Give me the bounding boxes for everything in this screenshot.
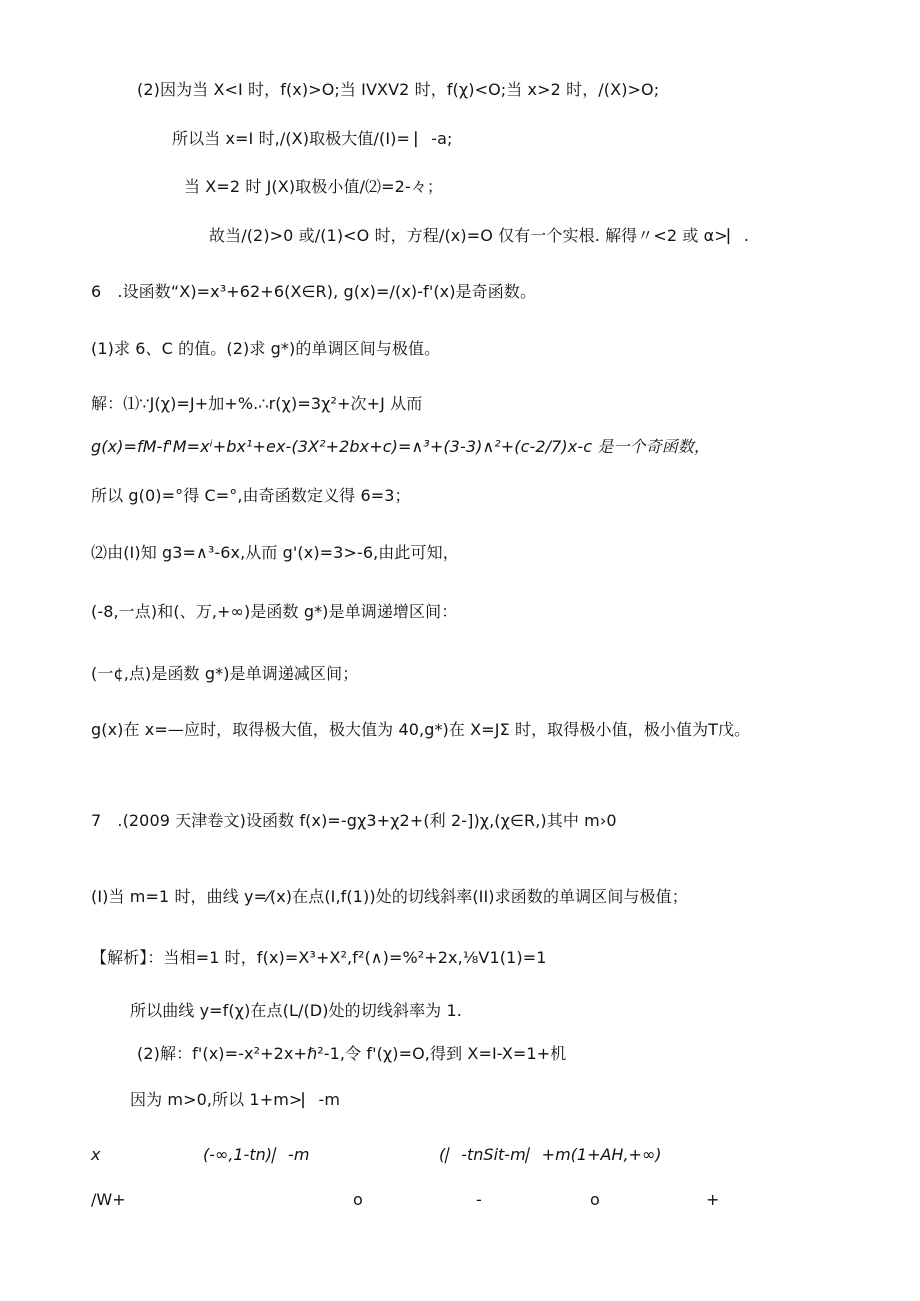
text-line: (一¢,点)是函数 g*)是单调递减区间； bbox=[91, 664, 359, 683]
text-line: 所以 g(0)=°得 C=°,由奇函数定义得 6=3； bbox=[91, 486, 411, 505]
text-line: (2)解：f'(x)=-x²+2x+ℏ²-1,令 f'(χ)=O,得到 X=I-X=1+机 bbox=[137, 1044, 567, 1063]
table-cell: - bbox=[476, 1190, 482, 1209]
text-line: (2)因为当 X<I 时，f(x)>O;当 IVXV2 时，f(χ)<O;当 x>2 时，/(X)>O; bbox=[137, 80, 660, 99]
text-line: 所以曲线 y=f(χ)在点(L/(D)处的切线斜率为 1. bbox=[130, 1001, 462, 1020]
table-cell: /W+ bbox=[91, 1190, 126, 1209]
problem-7-statement: 7 .(2009 天津卷文)设函数 f(x)=-gχ3+χ2+(利 2-])χ,(χ∈R,)其中 m›0 bbox=[91, 811, 617, 830]
table-cell: + bbox=[706, 1190, 720, 1209]
table-cell: o bbox=[590, 1190, 600, 1209]
table-cell: (-∞,1-tn)⎸-m bbox=[203, 1145, 310, 1164]
text-line: g(x)=fM-f'M=xⁱ+bx¹+ex-(3X²+2bx+c)=∧³+(3-3)∧²+(c-2/7)x-c 是一个奇函数， bbox=[91, 437, 711, 456]
text-line: 所以当 x=I 时,/(X)取极大值/(I)= ⎸-a; bbox=[172, 129, 453, 148]
text-line: ⑵由(I)知 g3=∧³-6x,从而 g'(x)=3>-6,由此可知， bbox=[91, 543, 459, 562]
text-line: g(x)在 x=—应时，取得极大值，极大值为 40,g*)在 X=JΣ 时，取得极小值，极小值为Τ戊。 bbox=[91, 720, 751, 739]
problem-6-statement: 6 .设函数“X)=x³+62+6(X∈R), g(x)=/(x)-f'(x)是奇函数。 bbox=[91, 282, 537, 301]
text-line: 解：⑴∵J(χ)=J+加+%.∴r(χ)=3χ²+次+J 从而 bbox=[91, 394, 423, 413]
text-line: 当 X=2 时 J(X)取极小值/⑵=2-々； bbox=[184, 177, 444, 196]
text-line: (-8,一点)和(、万,+∞)是函数 g*)是单调递增区间： bbox=[91, 602, 458, 621]
text-line: (1)求 6、C 的值。(2)求 g*)的单调区间与极值。 bbox=[91, 339, 441, 358]
text-line: 因为 m>0,所以 1+m>⎸-m bbox=[130, 1090, 341, 1109]
table-cell: o bbox=[353, 1190, 363, 1209]
table-cell: x bbox=[91, 1145, 101, 1164]
text-line: (I)当 m=1 时，曲线 y=⁄(x)在点(I,f(1))处的切线斜率(II)求函数的单调区间与极值； bbox=[91, 887, 688, 906]
table-cell: (⎸-tnSit-m⎸+m(1+AH,+∞) bbox=[439, 1145, 662, 1164]
text-line: 故当/(2)>0 或/(1)<O 时，方程/(x)=O 仅有一个实根. 解得〃<2 或 α>⎸. bbox=[209, 226, 750, 245]
solution-label: 【解析】：当相=1 时，f(x)=X³+X²,f²(∧)=%²+2x,⅛V1(1)=1 bbox=[91, 948, 547, 967]
